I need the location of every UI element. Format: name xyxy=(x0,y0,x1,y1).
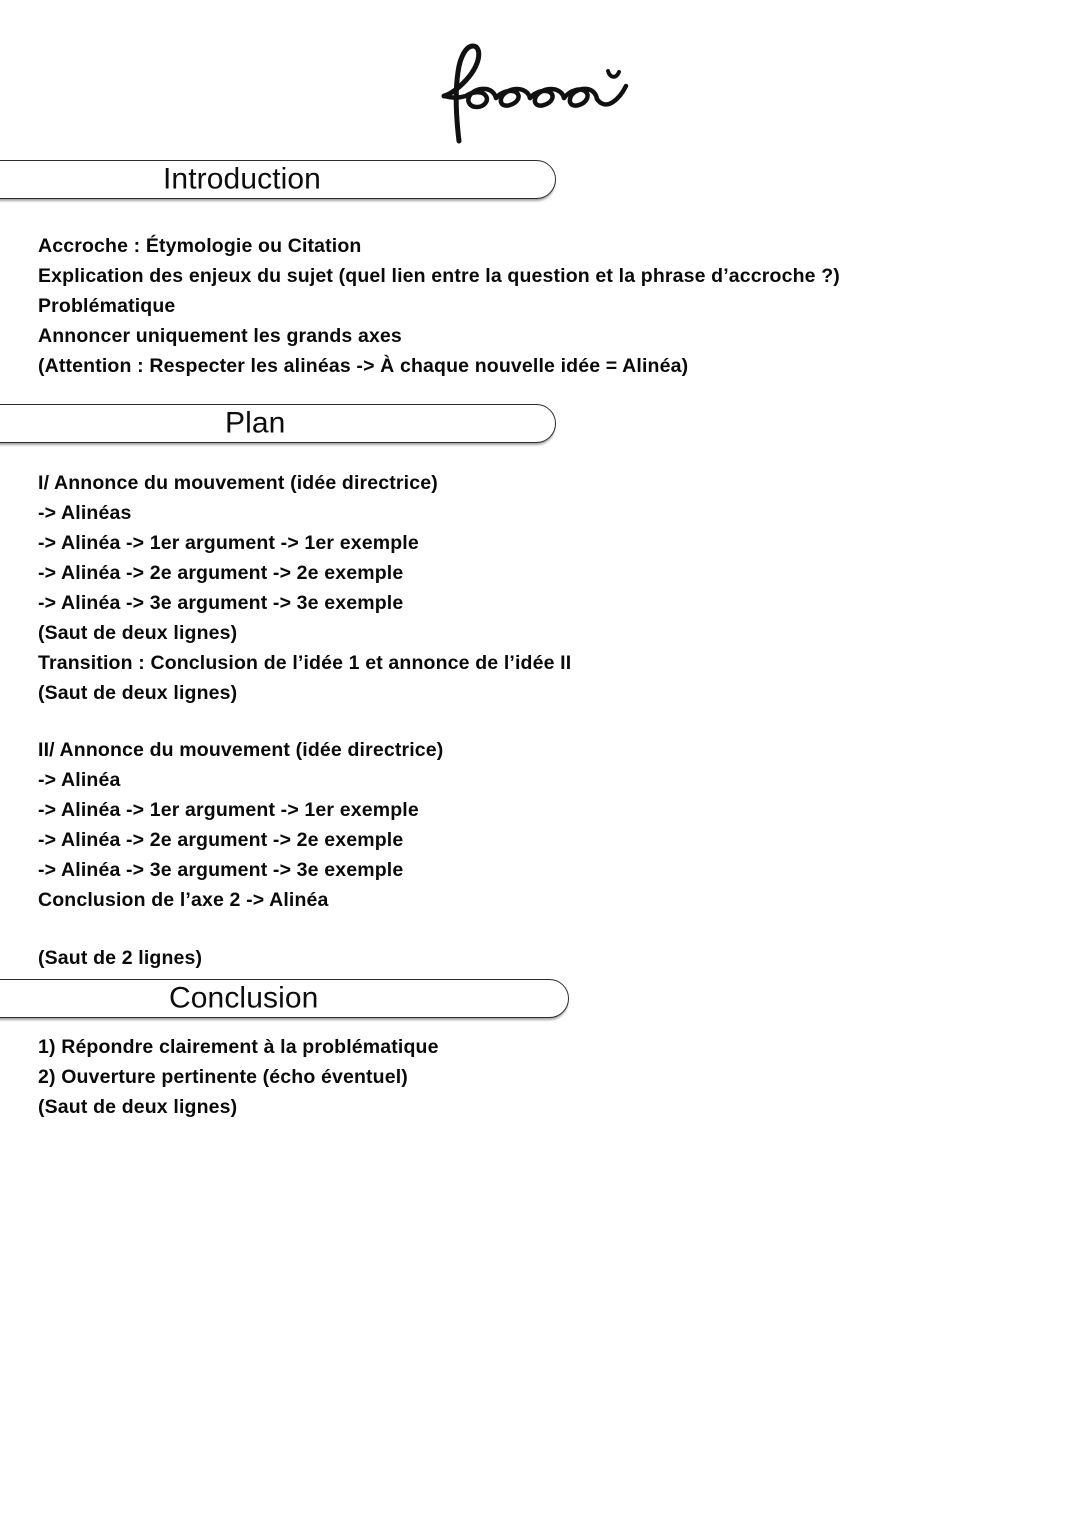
document-title-handwritten xyxy=(0,34,1080,146)
plan-part-two-line: Conclusion de l’axe 2 -> Alinéa xyxy=(38,889,329,911)
plan-part-two-line: -> Alinéa -> 2e argument -> 2e exemple xyxy=(38,829,404,851)
plan-part-two-line: -> Alinéa xyxy=(38,769,121,791)
conclusion-line: 1) Répondre clairement à la problématique xyxy=(38,1036,439,1058)
introduction-line: Explication des enjeux du sujet (quel lien entre la question et la phrase d’accroche ?) xyxy=(38,265,840,287)
section-heading-conclusion xyxy=(0,979,569,1018)
plan-part-one-body xyxy=(38,468,571,708)
plan-part-two-body xyxy=(38,735,443,915)
plan-part-one-line: -> Alinéa -> 3e argument -> 3e exemple xyxy=(38,592,404,614)
section-heading-plan xyxy=(0,404,556,443)
plan-part-one-line: I/ Annonce du mouvement (idée directrice) xyxy=(38,472,438,494)
section-heading-introduction-label: Introduction xyxy=(163,161,321,195)
plan-part-one-line: (Saut de deux lignes) xyxy=(38,682,238,704)
plan-part-one-line: -> Alinéa -> 1er argument -> 1er exemple xyxy=(38,532,419,554)
conclusion-line: 2) Ouverture pertinente (écho éventuel) xyxy=(38,1066,408,1088)
section-heading-plan-label: Plan xyxy=(225,405,286,439)
conclusion-line: (Saut de deux lignes) xyxy=(38,1096,238,1118)
handwritten-signature-icon xyxy=(425,38,655,143)
section-heading-conclusion-label: Conclusion xyxy=(169,980,319,1014)
introduction-line: (Attention : Respecter les alinéas -> À chaque nouvelle idée = Alinéa) xyxy=(38,355,689,377)
introduction-line: Annoncer uniquement les grands axes xyxy=(38,325,402,347)
plan-part-two-line: -> Alinéa -> 1er argument -> 1er exemple xyxy=(38,799,419,821)
plan-part-two-line: II/ Annonce du mouvement (idée directrice) xyxy=(38,739,444,761)
plan-part-one-line: -> Alinéas xyxy=(38,502,132,524)
plan-interlude-line: (Saut de 2 lignes) xyxy=(38,947,203,969)
introduction-body xyxy=(38,231,840,381)
introduction-line: Problématique xyxy=(38,295,176,317)
plan-part-two-line: -> Alinéa -> 3e argument -> 3e exemple xyxy=(38,859,404,881)
plan-interlude-body xyxy=(38,943,202,973)
plan-part-one-line: (Saut de deux lignes) xyxy=(38,622,238,644)
introduction-line: Accroche : Étymologie ou Citation xyxy=(38,235,362,257)
conclusion-body xyxy=(38,1032,439,1122)
section-heading-introduction xyxy=(0,160,556,199)
plan-part-one-line: -> Alinéa -> 2e argument -> 2e exemple xyxy=(38,562,404,584)
plan-part-one-line: Transition : Conclusion de l’idée 1 et annonce de l’idée II xyxy=(38,652,572,674)
